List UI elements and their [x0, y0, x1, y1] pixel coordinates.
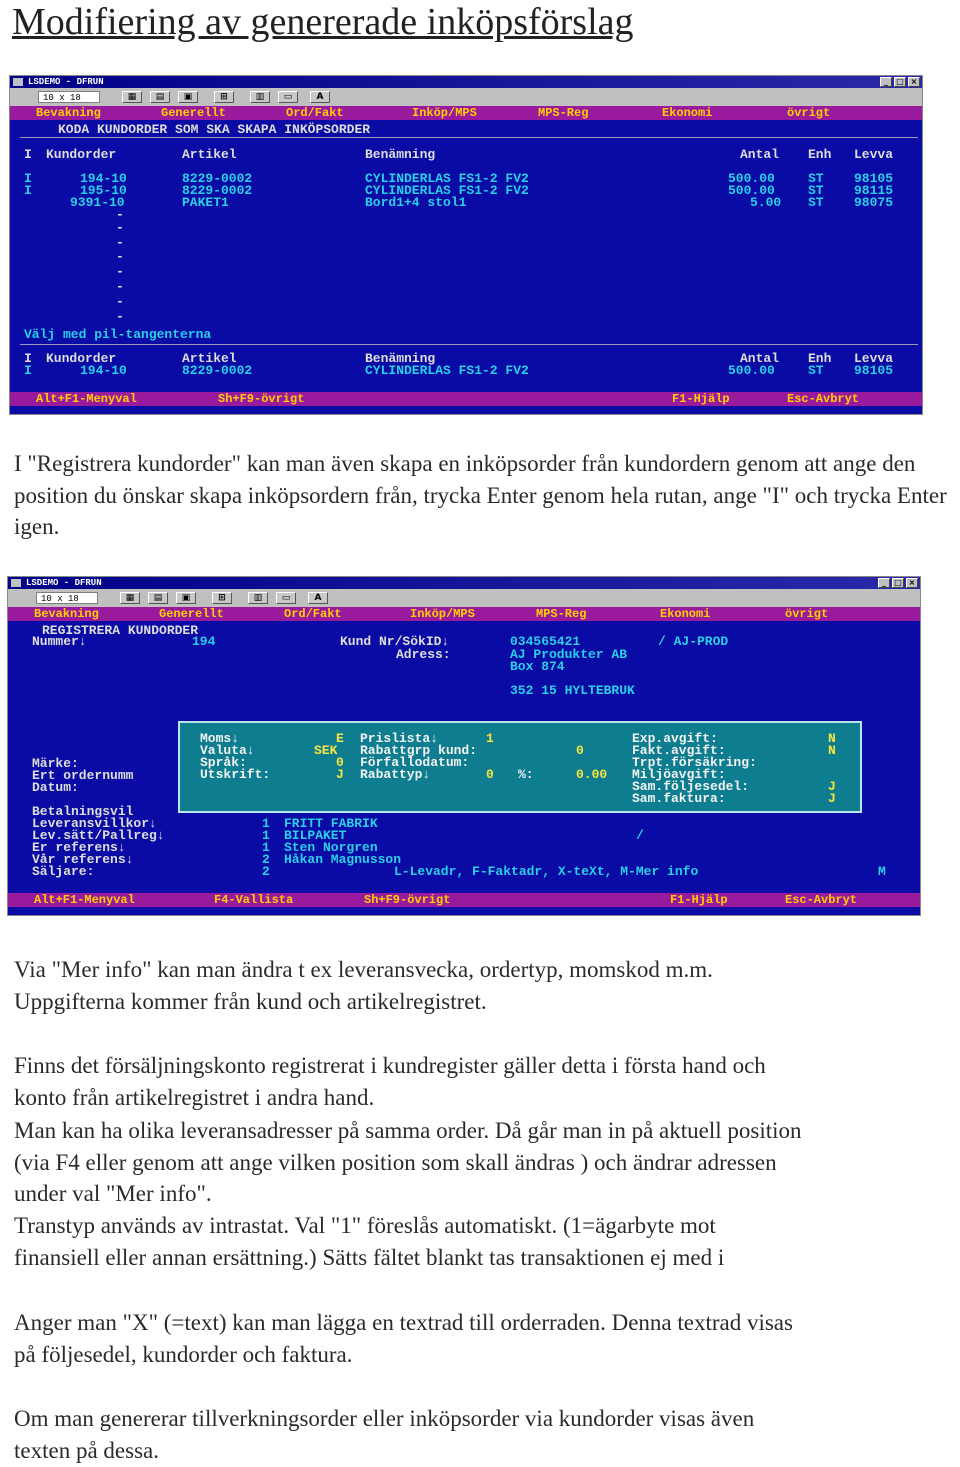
app-icon: [13, 78, 23, 86]
leveransvillkor-label: Leveransvillkor↓: [32, 816, 157, 831]
fkey-f4[interactable]: F4-Vallista: [214, 893, 294, 907]
header-antal: Antal: [740, 351, 780, 366]
screen-title: KODA KUNDORDER SOM SKA SKAPA INKÖPSORDER: [58, 122, 371, 137]
menu-bevakning[interactable]: Bevakning: [36, 106, 101, 120]
function-key-bar: [8, 893, 920, 907]
font-icon[interactable]: A: [308, 592, 328, 604]
row-qty: 500.00: [728, 183, 775, 198]
window-title: LSDEMO - DFRUN: [28, 77, 104, 87]
mer-info-popup: [178, 721, 862, 813]
paste-icon[interactable]: ▣: [176, 592, 196, 604]
exp-avgift-field[interactable]: N: [828, 731, 836, 746]
menu-ekonomi[interactable]: Ekonomi: [660, 607, 711, 621]
menu-ovrigt[interactable]: övrigt: [787, 106, 831, 120]
rabattgrp-label: Rabattgrp kund:: [360, 743, 478, 758]
dos-window-registrera-kundorder: [7, 576, 921, 916]
nummer-label: Nummer↓: [32, 634, 87, 649]
er-referens-code[interactable]: 1: [262, 840, 270, 855]
fkey-f1[interactable]: F1-Hjälp: [670, 893, 728, 907]
maximize-icon[interactable]: □: [892, 578, 904, 588]
empty-row-dash: -: [116, 220, 124, 235]
ert-ordernummer-label: Ert ordernumm: [32, 768, 134, 783]
font-size-select[interactable]: 10 x 18: [38, 91, 100, 103]
address-line-3: 352 15 HYLTEBRUK: [510, 683, 635, 698]
text-line: på följesedel, kundorder och faktura.: [14, 1341, 353, 1367]
rabattgrp-field[interactable]: 0: [576, 743, 584, 758]
menu-mps-reg[interactable]: MPS-Reg: [538, 106, 589, 120]
header-levva: Levva: [854, 351, 894, 366]
text-line: Uppgifterna kommer från kund och artikelregistret.: [14, 988, 487, 1014]
row-article: 8229-0002: [182, 171, 253, 186]
header-benamning: Benämning: [365, 351, 436, 366]
forfallodatum-label: Förfallodatum:: [360, 755, 470, 770]
fullscreen-icon[interactable]: ⊞: [212, 592, 232, 604]
properties-icon[interactable]: ▥: [250, 91, 270, 103]
menu-ekonomi[interactable]: Ekonomi: [662, 106, 713, 120]
terminal-screen: [18, 621, 916, 889]
row-lev: 98115: [854, 183, 894, 198]
text-line: Man kan ha olika leveransadresser på samma order. Då går man in på aktuell position: [14, 1118, 802, 1143]
copy-icon[interactable]: ▤: [150, 91, 170, 103]
text-line: Anger man "X" (=text) kan man lägga en textrad till orderraden. Denna textrad visas: [14, 1310, 793, 1335]
empty-row-dash: -: [116, 279, 124, 294]
fkey-esc[interactable]: Esc-Avbryt: [785, 893, 858, 907]
empty-row-dash: -: [116, 309, 124, 324]
terminal-screen: [20, 120, 918, 388]
betalningsvillkor-label: Betalningsvil: [32, 804, 134, 819]
window-title-bar: [8, 577, 920, 589]
valuta-label: Valuta↓: [200, 743, 255, 758]
paragraph-tillverkningsorder: [14, 1403, 954, 1466]
header-levva: Levva: [854, 147, 894, 162]
background-icon[interactable]: ▭: [278, 91, 298, 103]
valuta-field[interactable]: SEK: [314, 743, 338, 758]
row-article: 8229-0002: [182, 183, 253, 198]
toolbar: [8, 589, 920, 607]
sam-foljesedel-label: Sam.följesedel:: [632, 779, 750, 794]
app-icon: [11, 579, 21, 587]
selected-lev: 98105: [854, 363, 894, 378]
fkey-esc[interactable]: Esc-Avbryt: [787, 392, 860, 406]
menu-bar: [8, 607, 920, 621]
pallreg-separator: /: [636, 828, 644, 843]
fkey-sh-f9[interactable]: Sh+F9-övrigt: [364, 893, 451, 907]
saljare-code[interactable]: 2: [262, 864, 270, 879]
menu-generellt[interactable]: Generellt: [161, 106, 226, 120]
text-line: under val "Mer info".: [14, 1181, 212, 1206]
menu-bevakning[interactable]: Bevakning: [34, 607, 99, 621]
paragraph-transtyp: [14, 1210, 954, 1273]
text-line: Om man genererar tillverkningsorder eller inköpsorder via kundorder visas även: [14, 1406, 755, 1431]
selected-order: 194-10: [80, 363, 127, 378]
fkey-alt-f1[interactable]: Alt+F1-Menyval: [34, 893, 135, 907]
copy-icon[interactable]: ▤: [148, 592, 168, 604]
menu-inkop-mps[interactable]: Inköp/MPS: [412, 106, 477, 120]
menu-mps-reg[interactable]: MPS-Reg: [536, 607, 587, 621]
menu-ord-fakt[interactable]: Ord/Fakt: [286, 106, 344, 120]
row-article: PAKET1: [182, 195, 229, 210]
fkey-sh-f9[interactable]: Sh+F9-övrigt: [218, 392, 305, 406]
font-size-select[interactable]: 10 x 18: [36, 592, 98, 604]
fakt-avgift-field[interactable]: N: [828, 743, 836, 758]
lev-satt-value: BILPAKET: [284, 828, 347, 843]
paste-icon[interactable]: ▣: [178, 91, 198, 103]
properties-icon[interactable]: ▥: [248, 592, 268, 604]
lev-satt-label: Lev.sätt/Pallreg↓: [32, 828, 165, 843]
row-lev: 98075: [854, 195, 894, 210]
address-line-1: AJ Produkter AB: [510, 647, 628, 662]
text-line: texten på dessa.: [14, 1437, 159, 1463]
prislista-field[interactable]: 1: [486, 731, 494, 746]
address-line-2: Box 874: [510, 659, 565, 674]
header-enh: Enh: [808, 351, 832, 366]
paragraph-konto: [14, 1050, 954, 1113]
header-artikel: Artikel: [182, 351, 237, 366]
kund-field[interactable]: 034565421: [510, 634, 581, 649]
minimize-icon[interactable]: _: [878, 578, 890, 588]
row-unit: ST: [808, 171, 824, 186]
window-title-bar: [10, 76, 922, 88]
window-title: LSDEMO - DFRUN: [26, 578, 102, 588]
menu-generellt[interactable]: Generellt: [159, 607, 224, 621]
exp-avgift-label: Exp.avgift:: [632, 731, 718, 746]
empty-row-dash: -: [116, 235, 124, 250]
er-referens-label: Er referens↓: [32, 840, 126, 855]
menu-ord-fakt[interactable]: Ord/Fakt: [284, 607, 342, 621]
datum-label: Datum:: [32, 780, 79, 795]
header-enh: Enh: [808, 147, 832, 162]
row-order[interactable]: 9391-10: [70, 195, 125, 210]
selected-qty: 500.00: [728, 363, 775, 378]
row-qty: 5.00: [750, 195, 782, 210]
rabattyp-label: Rabattyp↓: [360, 767, 431, 782]
kund-sokid: / AJ-PROD: [658, 634, 729, 649]
mark-icon[interactable]: ▦: [122, 91, 142, 103]
utskrift-label: Utskrift:: [200, 767, 271, 782]
row-name: CYLINDERLAS FS1-2 FV2: [365, 171, 529, 186]
text-line: Transtyp används av intrastat. Val "1" föreslås automatiskt. (1=ägarbyte mot: [14, 1213, 716, 1238]
nummer-field[interactable]: 194: [192, 634, 216, 649]
font-icon[interactable]: A: [310, 91, 330, 103]
header-kundorder: Kundorder: [46, 351, 117, 366]
fullscreen-icon[interactable]: ⊞: [214, 91, 234, 103]
trpt-forsakring-label: Trpt.försäkring:: [632, 755, 757, 770]
maximize-icon[interactable]: □: [894, 77, 906, 87]
empty-row-dash: -: [116, 249, 124, 264]
marke-label: Märke:: [32, 756, 79, 771]
row-name: Bord1+4 stol1: [365, 195, 467, 210]
text-line: Finns det försäljningskonto registrerat i kundregister gäller detta i första hand och: [14, 1053, 766, 1078]
percent-field[interactable]: 0.00: [576, 767, 608, 782]
paragraph-leveransadresser: [14, 1115, 954, 1210]
row-qty: 500.00: [728, 171, 775, 186]
fakt-avgift-label: Fakt.avgift:: [632, 743, 726, 758]
lev-satt-code[interactable]: 1: [262, 828, 270, 843]
function-key-bar: [10, 392, 922, 406]
kund-label: Kund Nr/SökID↓: [340, 634, 450, 649]
mark-icon[interactable]: ▦: [120, 592, 140, 604]
row-unit: ST: [808, 195, 824, 210]
fkey-f1[interactable]: F1-Hjälp: [672, 392, 730, 406]
empty-row-dash: -: [116, 294, 124, 309]
moms-label: Moms↓: [200, 731, 240, 746]
screen-title: REGISTRERA KUNDORDER: [42, 623, 199, 638]
rabattyp-field[interactable]: 0: [486, 767, 494, 782]
row-order[interactable]: 194-10: [80, 171, 127, 186]
row-order[interactable]: 195-10: [80, 183, 127, 198]
options-field[interactable]: M: [878, 864, 886, 879]
var-referens-label: Vår referens↓: [32, 852, 134, 867]
header-i: I: [24, 147, 32, 162]
leveransvillkor-value: FRITT FABRIK: [284, 816, 378, 831]
selected-unit: ST: [808, 363, 824, 378]
paragraph-mer-info: [14, 954, 954, 1017]
row-unit: ST: [808, 183, 824, 198]
header-benamning: Benämning: [365, 147, 436, 162]
text-line: finansiell eller annan ersättning.) Sätts fältet blankt tas transaktionen ej med i: [14, 1244, 725, 1270]
prislista-label: Prislista↓: [360, 731, 439, 746]
row-marker: I: [24, 171, 32, 186]
selected-name: CYLINDERLAS FS1-2 FV2: [365, 363, 529, 378]
saljare-label: Säljare:: [32, 864, 95, 879]
close-icon[interactable]: ×: [908, 77, 920, 87]
var-referens-code[interactable]: 2: [262, 852, 270, 867]
background-icon[interactable]: ▭: [276, 592, 296, 604]
dos-window-inkopsforslag: [9, 75, 923, 415]
text-line: konto från artikelregistret i andra hand.: [14, 1084, 375, 1110]
sprak-field[interactable]: 0: [336, 755, 344, 770]
leveransvillkor-code[interactable]: 1: [262, 816, 270, 831]
row-lev: 98105: [854, 171, 894, 186]
header-antal: Antal: [740, 147, 780, 162]
selected-article: 8229-0002: [182, 363, 253, 378]
menu-bar: [10, 106, 922, 120]
header-kundorder: Kundorder: [46, 147, 117, 162]
adress-label: Adress:: [396, 647, 451, 662]
close-icon[interactable]: ×: [906, 578, 918, 588]
sam-faktura-field[interactable]: J: [828, 791, 836, 806]
sam-faktura-label: Sam.faktura:: [632, 791, 726, 806]
row-name: CYLINDERLAS FS1-2 FV2: [365, 183, 529, 198]
empty-row-dash: -: [116, 264, 124, 279]
instruction-prompt: Välj med pil-tangenterna: [24, 327, 212, 342]
percent-label: %:: [518, 767, 534, 782]
er-referens-value: Sten Norgren: [284, 840, 378, 855]
menu-inkop-mps[interactable]: Inköp/MPS: [410, 607, 475, 621]
header-i: I: [24, 351, 32, 366]
options-line: L-Levadr, F-Faktadr, X-teXt, M-Mer info: [394, 864, 699, 879]
text-line: (via F4 eller genom att ange vilken position som skall ändras ) och ändrar adressen: [14, 1149, 777, 1175]
utskrift-field[interactable]: J: [336, 767, 344, 782]
var-referens-value: Håkan Magnusson: [284, 852, 402, 867]
selected-marker: I: [24, 363, 32, 378]
fkey-alt-f1[interactable]: Alt+F1-Menyval: [36, 392, 137, 406]
paragraph-textrad: [14, 1307, 954, 1370]
page-title: Modifiering av genererade inköpsförslag: [12, 1, 634, 43]
toolbar: [10, 88, 922, 106]
row-marker: I: [24, 183, 32, 198]
paragraph-intro: I "Registrera kundorder" kan man även skapa en inköpsorder från kundordern genom att ange den position du önskar skapa inköpsordern från, trycka Enter genom hela rutan, ange "I" och trycka Enter igen.: [14, 451, 947, 539]
sam-foljesedel-field[interactable]: J: [828, 779, 836, 794]
menu-ovrigt[interactable]: övrigt: [785, 607, 829, 621]
moms-field[interactable]: E: [336, 731, 344, 746]
header-artikel: Artikel: [182, 147, 237, 162]
minimize-icon[interactable]: _: [880, 77, 892, 87]
miljoavgift-label: Miljöavgift:: [632, 767, 726, 782]
sprak-label: Språk:: [200, 755, 247, 770]
empty-row-dash: -: [116, 207, 124, 222]
text-line: Via "Mer info" kan man ändra t ex leveransvecka, ordertyp, momskod m.m.: [14, 957, 713, 982]
